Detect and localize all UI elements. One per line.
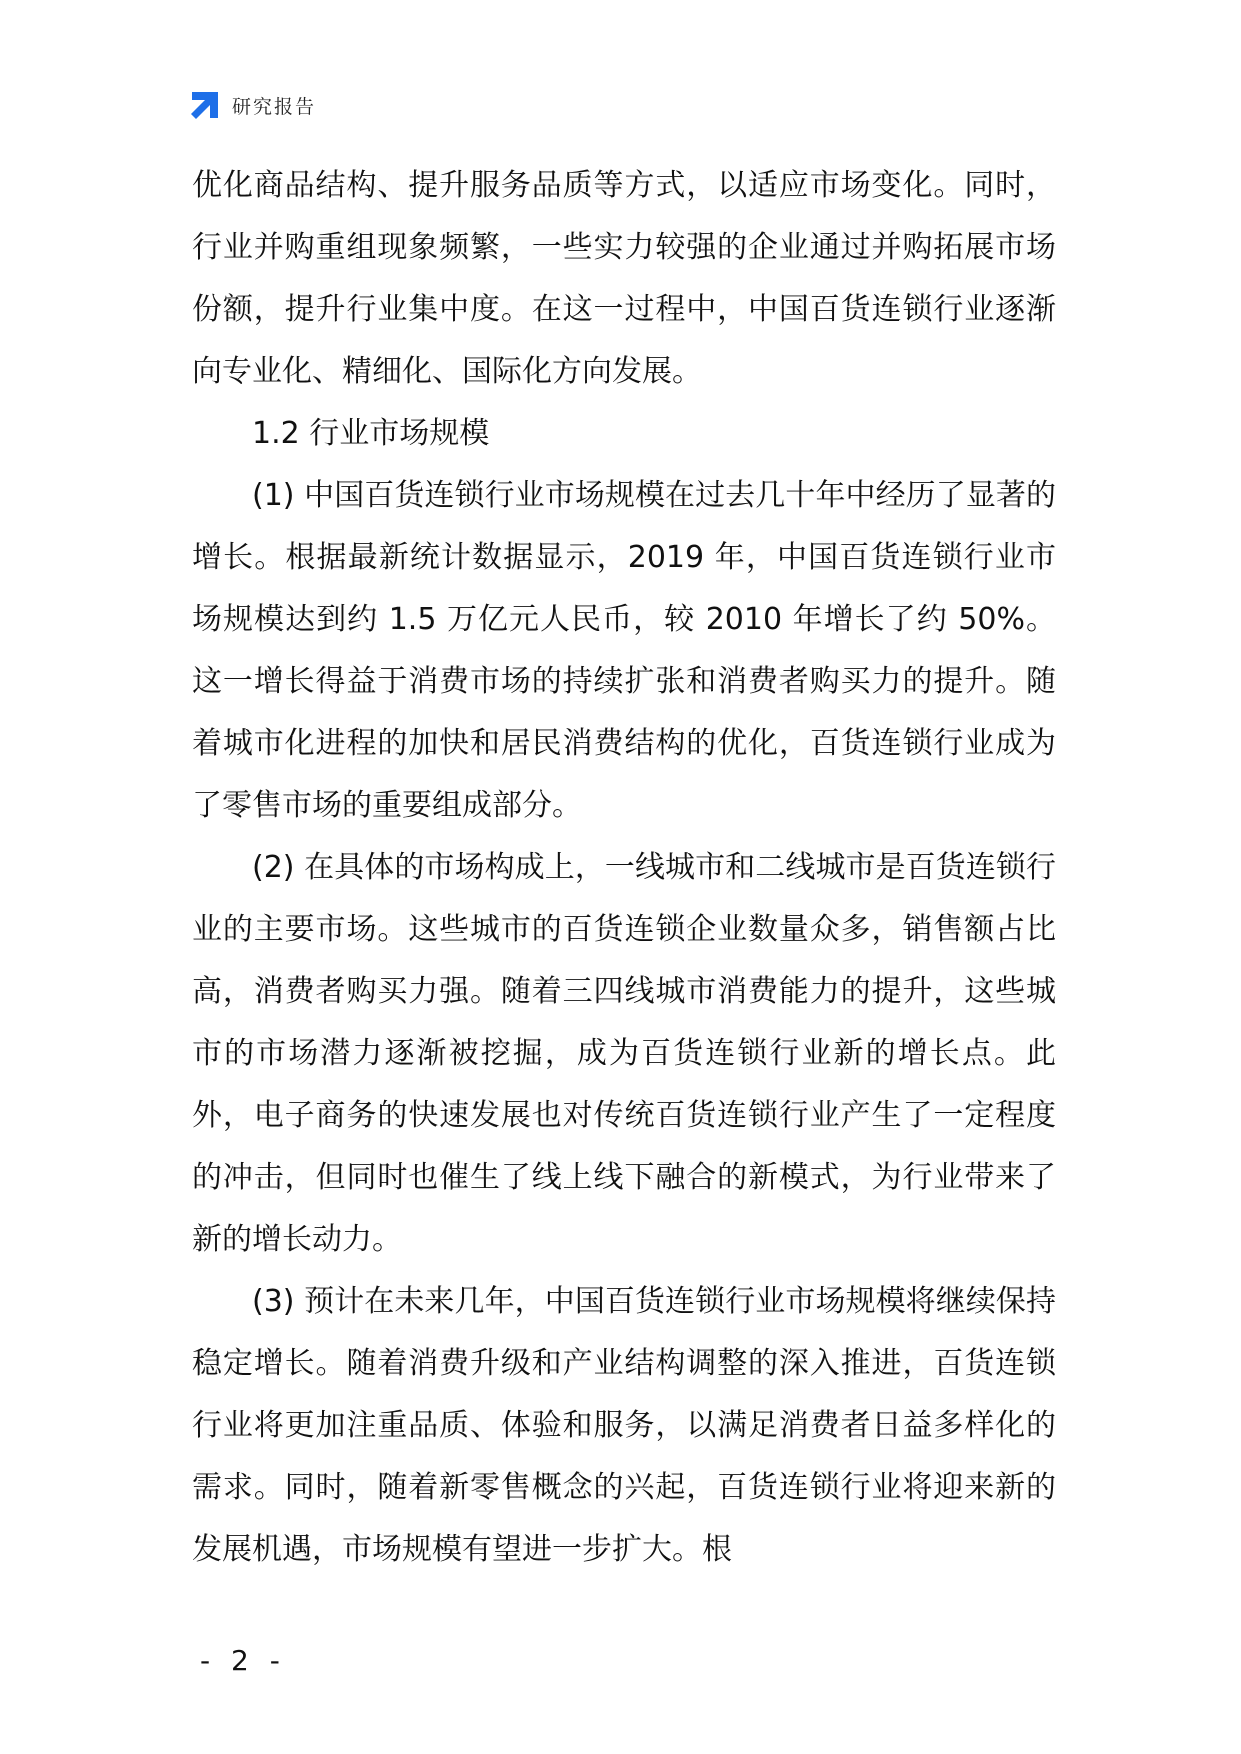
arrow-up-right-logo bbox=[188, 88, 222, 122]
document-body bbox=[192, 155, 1056, 1581]
report-label: 研究报告 bbox=[232, 95, 317, 118]
section-heading: 1.2 行业市场规模 bbox=[252, 416, 490, 451]
paragraph-2: (2) 在具体的市场构成上，一线城市和二线城市是百货连锁行业的主要市场。这些城市的百货连锁企业数量众多，销售额占比高，消费者购买力强。随着三四线城市消费能力的提升，这些城市的市场潜力逐渐被挖掘，成为百货连锁行业新的增长点。此外，电子商务的快速发展也对传统百货连锁行业产生了一定程度的冲击，但同时也催生了线上线下融合的新模式，为行业带来了新的增长动力。 bbox=[192, 850, 1056, 1257]
page-number: - 2 - bbox=[200, 1644, 286, 1677]
page-header bbox=[188, 88, 316, 122]
paragraph-1: (1) 中国百货连锁行业市场规模在过去几十年中经历了显著的增长。根据最新统计数据显示，2019 年，中国百货连锁行业市场规模达到约 1.5 万亿元人民币，较 2010 年增长了约 50%。这一增长得益于消费市场的持续扩张和消费者购买力的提升。随着城市化进程的加快和居民消费结构的优化，百货连锁行业成为了零售市场的重要组成部分。 bbox=[192, 478, 1056, 823]
paragraph-3: (3) 预计在未来几年，中国百货连锁行业市场规模将继续保持稳定增长。随着消费升级和产业结构调整的深入推进，百货连锁行业将更加注重品质、体验和服务，以满足消费者日益多样化的需求。同时，随着新零售概念的兴起，百货连锁行业将迎来新的发展机遇，市场规模有望进一步扩大。根 bbox=[192, 1284, 1056, 1567]
continued-paragraph: 优化商品结构、提升服务品质等方式，以适应市场变化。同时，行业并购重组现象频繁，一些实力较强的企业通过并购拓展市场份额，提升行业集中度。在这一过程中，中国百货连锁行业逐渐向专业化、精细化、国际化方向发展。 bbox=[192, 168, 1056, 389]
